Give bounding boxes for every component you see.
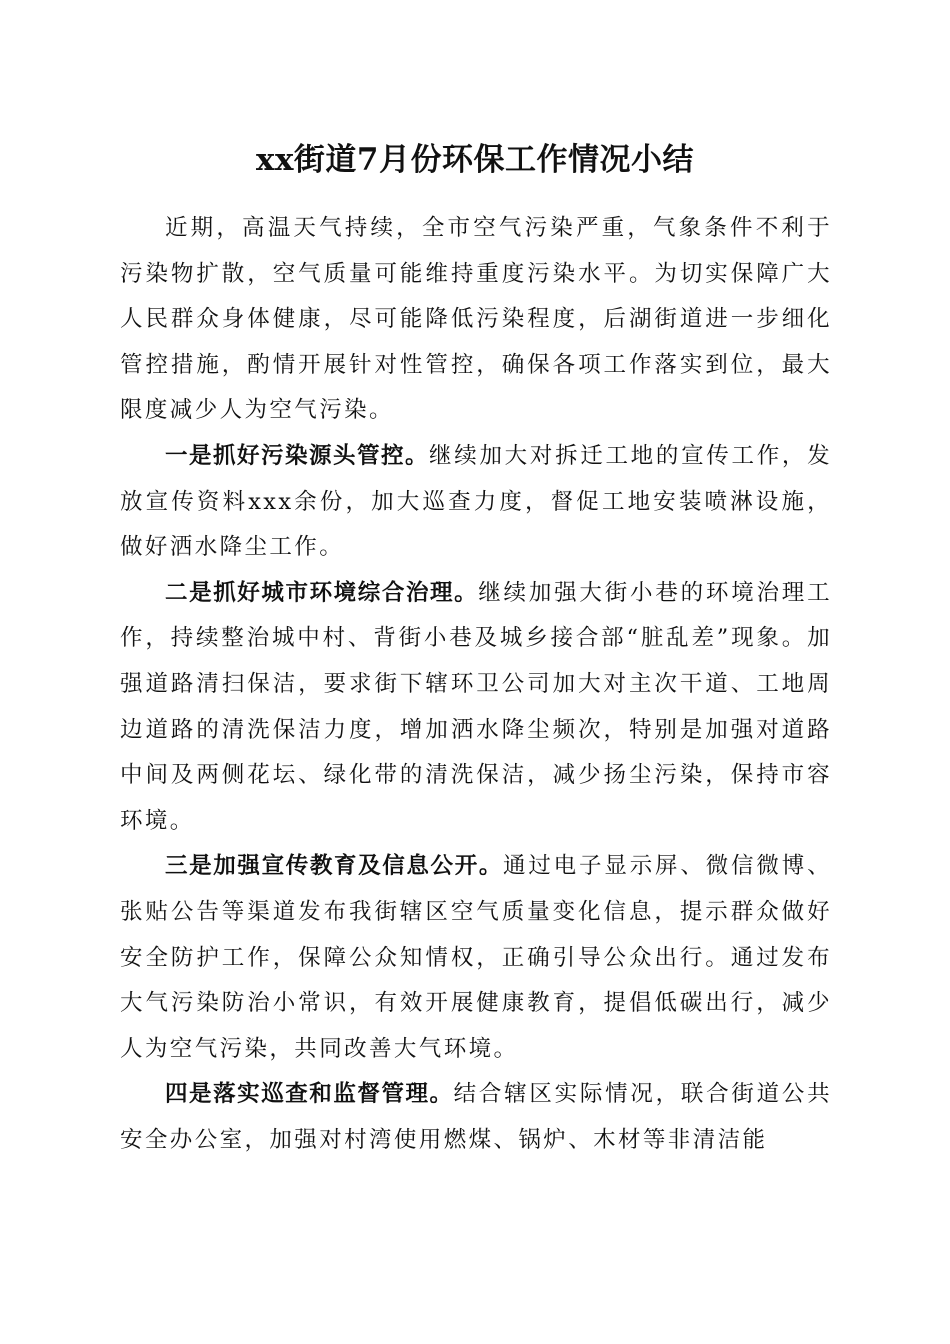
section-text-1: 继续加大对拆迁工地的宣传工作，发放宣传资料xxx余份，加大巡查力度，督促工地安装喷淋设施，做好洒水降尘工作。 <box>120 442 832 561</box>
section-heading-2: 二是抓好城市环境综合治理。 <box>165 579 479 606</box>
section-heading-3: 三是加强宣传教育及信息公开。 <box>165 853 503 880</box>
section-text-3: 通过电子显示屏、微信微博、张贴公告等渠道发布我街辖区空气质量变化信息，提示群众做好安全防护工作，保障公众知情权，正确引导公众出行。通过发布大气污染防治小常识，有效开展健康教育，提倡低碳出行，减少人为空气污染，共同改善大气环境。 <box>120 853 832 1062</box>
section-paragraph-3 <box>120 844 832 1072</box>
section-paragraph-4 <box>120 1072 832 1163</box>
intro-paragraph: 近期，高温天气持续，全市空气污染严重，气象条件不利于污染物扩散，空气质量可能维持重度污染水平。为切实保障广大人民群众身体健康，尽可能降低污染程度，后湖街道进一步细化管控措施，酌情开展针对性管控，确保各项工作落实到位，最大限度减少人为空气污染。 <box>120 215 832 424</box>
section-paragraph-1 <box>120 434 832 571</box>
section-heading-4: 四是落实巡查和监督管理。 <box>165 1081 454 1108</box>
section-paragraph-2 <box>120 571 832 845</box>
document-body <box>120 206 832 1163</box>
document-title: xx街道7月份环保工作情况小结 <box>255 142 695 178</box>
section-text-4: 结合辖区实际情况，联合街道公共安全办公室，加强对村湾使用燃煤、锅炉、木材等非清洁能 <box>120 1081 832 1153</box>
section-heading-1: 一是抓好污染源头管控。 <box>165 442 430 469</box>
section-text-2: 继续加强大街小巷的环境治理工作，持续整治城中村、背街小巷及城乡接合部“脏乱差”现象。加强道路清扫保洁，要求街下辖环卫公司加大对主次干道、工地周边道路的清洗保洁力度，增加洒水降尘频次，特别是加强对道路中间及两侧花坛、绿化带的清洗保洁，减少扬尘污染，保持市容环境。 <box>120 579 832 834</box>
